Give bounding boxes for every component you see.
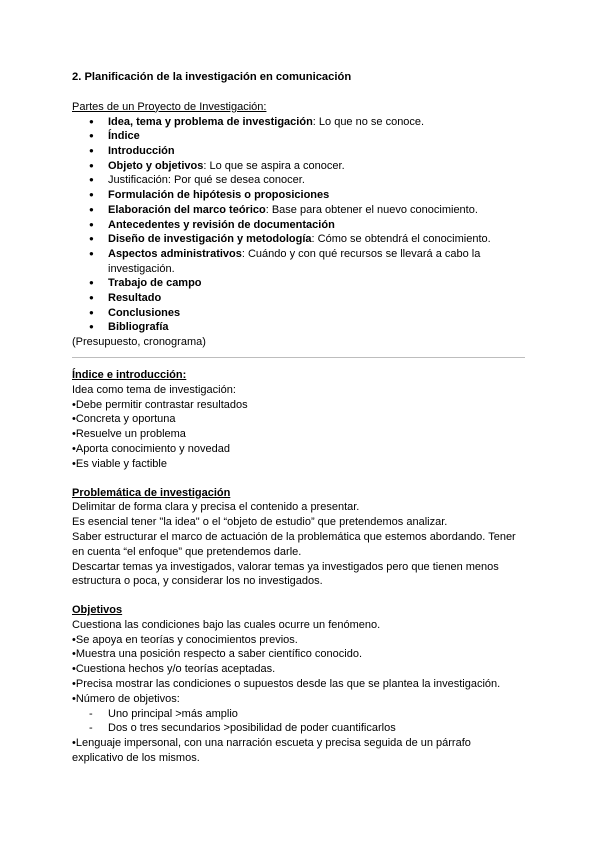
paragraph-line: •Cuestiona hechos y/o teorías aceptadas. — [72, 663, 276, 676]
paragraph-line: Delimitar de forma clara y precisa el contenido a presentar. — [72, 501, 360, 514]
list-item: ● Antecedentes y revisión de documentación — [89, 218, 335, 231]
bullet-icon: ● — [89, 175, 94, 185]
paragraph-line: •Aporta conocimiento y novedad — [72, 442, 230, 455]
list-item: ● Conclusiones — [89, 306, 181, 319]
paragraph-line: •Número de objetivos: — [72, 692, 180, 705]
objetivos-heading: Objetivos — [72, 604, 123, 617]
horizontal-divider — [72, 357, 525, 358]
paragraph-line: explicativo de los mismos. — [72, 751, 200, 764]
paragraph-line: Descartar temas ya investigados, valorar temas ya investigados pero que tienen menos — [72, 560, 499, 573]
bullet-icon: ● — [89, 131, 94, 141]
list-item: ● Idea, tema y problema de investigación: Lo que no se conoce. — [89, 115, 425, 128]
list-item: ● Diseño de investigación y metodología: Cómo se obtendrá el conocimiento. — [89, 233, 491, 246]
bullet-icon: ● — [89, 278, 94, 288]
bullet-icon: ● — [89, 204, 94, 214]
paragraph-line: •Concreta y oportuna — [72, 413, 176, 426]
paragraph-line: •Muestra una posición respecto a saber científico conocido. — [72, 648, 363, 661]
bullet-icon: ● — [89, 116, 94, 126]
indice-heading: Índice e introducción: — [72, 368, 187, 381]
bullet-icon: ● — [89, 248, 94, 258]
bullet-icon: ● — [89, 234, 94, 244]
partes-note: (Presupuesto, cronograma) — [72, 336, 206, 349]
paragraph-line: •Es viable y factible — [72, 457, 167, 470]
document-page — [72, 70, 527, 766]
list-item: ● Justificación: Por qué se desea conocer. — [89, 174, 305, 187]
paragraph-line: en cuenta “el enfoque” que pretendemos darle. — [72, 545, 302, 558]
list-item: ● Bibliografía — [89, 321, 169, 334]
list-item: ● Introducción — [89, 145, 175, 157]
dash-item: - Uno principal >más amplio — [89, 707, 238, 720]
bullet-icon: ● — [89, 146, 94, 155]
bullet-icon: ● — [89, 293, 94, 303]
dash-item: - Dos o tres secundarios >posibilidad de poder cuantificarlos — [89, 722, 396, 735]
paragraph-line: •Lenguaje impersonal, con una narración escueta y precisa seguida de un párrafo — [72, 737, 471, 750]
paragraph-line: Es esencial tener "la idea" o el “objeto de estudio” que pretendemos analizar. — [72, 516, 448, 529]
partes-list — [72, 115, 527, 336]
list-item: ● Trabajo de campo — [89, 277, 202, 290]
document-title: 2. Planificación de la investigación en comunicación — [72, 71, 352, 83]
bullet-icon: ● — [89, 322, 94, 332]
paragraph-line: estructura o poca, y considerar los no investigados. — [72, 575, 323, 588]
paragraph-line: Idea como tema de investigación: — [72, 383, 236, 396]
problematica-heading: Problemática de investigación — [72, 486, 231, 499]
bullet-icon: ● — [89, 219, 94, 229]
paragraph-line: •Debe permitir contrastar resultados — [72, 398, 248, 411]
list-item: ● Formulación de hipótesis o proposiciones — [89, 189, 330, 202]
list-item: ● Objeto y objetivos: Lo que se aspira a conocer. — [89, 159, 345, 172]
partes-heading: Partes de un Proyecto de Investigación: — [72, 100, 267, 113]
paragraph-line: •Se apoya en teorías y conocimientos previos. — [72, 633, 298, 646]
list-item: ● Aspectos administrativos: Cuándo y con qué recursos se llevará a cabo la investigación. — [89, 247, 481, 275]
list-item: ● Resultado — [89, 292, 162, 305]
list-item: ● Elaboración del marco teórico: Base para obtener el nuevo conocimiento. — [89, 203, 478, 216]
paragraph-line: Cuestiona las condiciones bajo las cuales ocurre un fenómeno. — [72, 618, 381, 631]
bullet-icon: ● — [89, 307, 94, 317]
bullet-icon: ● — [89, 160, 94, 170]
bullet-icon: ● — [89, 190, 94, 200]
dash-icon: - — [89, 722, 93, 735]
list-item: ● Índice — [89, 130, 140, 143]
paragraph-line: •Resuelve un problema — [72, 428, 186, 441]
paragraph-line: Saber estructurar el marco de actuación de la problemática que estemos abordando. Tener — [72, 530, 516, 543]
dash-icon: - — [89, 707, 93, 720]
paragraph-line: •Precisa mostrar las condiciones o supuestos desde las que se plantea la investigación. — [72, 678, 501, 691]
